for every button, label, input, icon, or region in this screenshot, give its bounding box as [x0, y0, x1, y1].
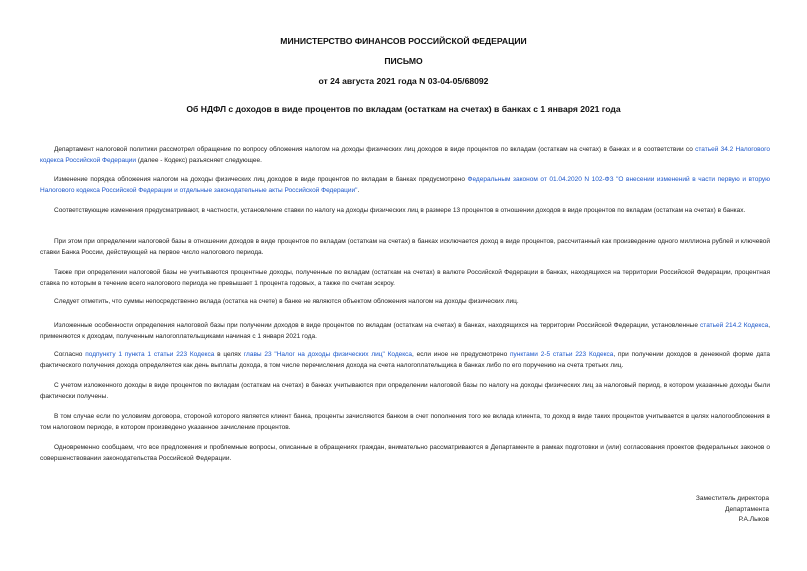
- link-article-34-2[interactable]: статьей 34.2 Налогового кодекса Российской Федерации: [40, 146, 770, 164]
- paragraph-text: Изменение порядка обложения налогом на доходы физических лиц доходов в виде процентов по вкладам в банках предусмотрено: [54, 176, 468, 183]
- paragraph-5: Также при определении налоговой базы не учитываются процентные доходы, полученные по вкладам (остаткам на счетах) в валюте Российской Федерации в банках, находящихся на территории Российской Федерации, процентная ставка по которым в течение всего налогового периода не превышает 1 процента годовых, а также по счетам эскроу.: [40, 269, 770, 287]
- link-federal-law-102[interactable]: Федеральным законом от 01.04.2020 N 102-ФЗ "О внесении изменений в части первую и вторую Налогового кодекса Российской Федерации и отдельные законодательные акты Российской Федерации": [40, 176, 770, 194]
- paragraph-7: [40, 321, 770, 342]
- link-article-223-subpoint[interactable]: подпункту 1 пункта 1 статьи 223 Кодекса: [85, 351, 215, 358]
- paragraph-6: Следует отметить, что суммы непосредственно вклада (остатка на счете) в банке не являются объектом обложения налогом на доходы физических лиц.: [54, 298, 519, 305]
- paragraph-4: При этом при определении налоговой базы в отношении доходов в виде процентов по вкладам (остаткам на счетах) в банках исключается доход в виде процентов, рассчитанный как произведение одного миллиона рублей и ключевой ставки Банка России, действующей на первое число налогового периода.: [40, 238, 770, 256]
- paragraph-text: .: [357, 186, 360, 194]
- signature-name: Р.А.Лыков: [738, 516, 769, 524]
- document-subject: Об НДФЛ с доходов в виде процентов по вкладам (остаткам на счетах) в банках с 1 января 2021 года: [186, 104, 621, 114]
- document-type: ПИСЬМО: [384, 56, 423, 66]
- paragraph-11: Одновременно сообщаем, что все предложения и проблемные вопросы, описанные в обращениях граждан, внимательно рассматриваются в Департаменте в рамках подготовки и (или) согласования проектов федеральных законов о совершенствовании законодательства Российской Федерации.: [40, 444, 770, 462]
- paragraph-text: , при получении доходов в денежной форме дата фактического получения дохода определяется как день выплаты дохода, в том числе перечисления дохода на счета налогоплательщика в банках либо по его поручению на счета третьих лиц.: [40, 351, 770, 369]
- signature-department: Департамента: [725, 505, 769, 513]
- link-article-214-2[interactable]: статьей 214.2 Кодекса: [700, 322, 769, 329]
- paragraph-8: [40, 350, 770, 371]
- paragraph-text: Департамент налоговой политики рассмотрел обращение по вопросу обложения налогом на доходы физических лиц доходов в виде процентов по вкладам (остаткам на счетах) в банках и в соответствии со: [54, 146, 696, 153]
- document-date-number: от 24 августа 2021 года N 03-04-05/68092: [318, 76, 489, 86]
- paragraph-text: в целях: [214, 351, 244, 358]
- paragraph-text: , применяются к доходам, полученным налогоплательщиками начиная с 1 января 2021 года.: [40, 322, 771, 340]
- signature-block: [696, 494, 769, 526]
- paragraph-1: [40, 145, 770, 166]
- paragraph-10: В том случае если по условиям договора, стороной которого является клиент банка, проценты зачисляются банком в счет пополнения того же вклада клиента, то доход в виде таких процентов учитывается в целях налогообложения в том налоговом периоде, в котором произведено указанное зачисление процентов.: [40, 413, 770, 431]
- paragraph-text: Изложенные особенности определения налоговой базы при получении доходов в виде процентов по вкладам (остаткам на счетах) в банках, находящихся на территории Российской Федерации, установленные: [54, 322, 701, 329]
- paragraph-3: Соответствующие изменения предусматривают, в частности, установление ставки по налогу на доходы физических лиц в размере 13 процентов в отношении доходов в виде процентов по вкладам (остаткам на счетах) в банках.: [54, 207, 746, 214]
- paragraph-2: [40, 175, 770, 196]
- paragraph-text: , если иное не предусмотрено: [412, 351, 510, 358]
- paragraph-text: (далее - Кодекс) разъясняет следующее.: [136, 156, 262, 164]
- paragraph-9: С учетом изложенного доходы в виде процентов по вкладам (остаткам на счетах) в банках учитываются при определении налоговой базы по налогу на доходы физических лиц за налоговый период, в котором указанные доходы были фактически получены.: [40, 382, 770, 400]
- paragraph-text: Согласно: [54, 351, 86, 358]
- link-chapter-23[interactable]: главы 23 "Налог на доходы физических лиц" Кодекса: [243, 351, 413, 358]
- signature-position: Заместитель директора: [695, 495, 769, 502]
- ministry-heading: МИНИСТЕРСТВО ФИНАНСОВ РОССИЙСКОЙ ФЕДЕРАЦИИ: [280, 36, 527, 46]
- link-article-223-points[interactable]: пунктами 2-5 статьи 223 Кодекса: [510, 351, 614, 358]
